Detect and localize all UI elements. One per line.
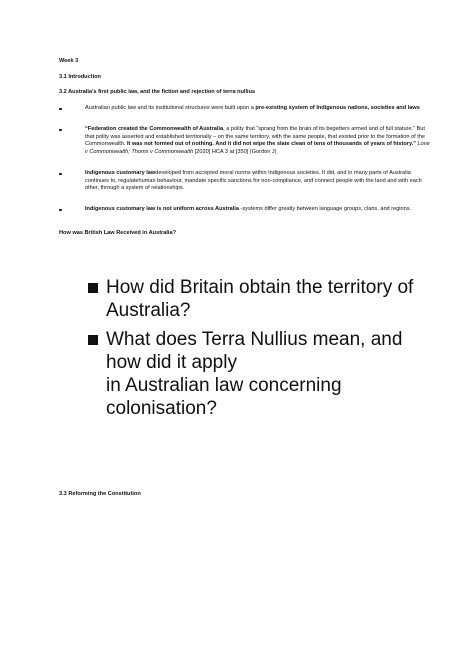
bullet-dot-icon	[59, 173, 62, 176]
big-question-2-text	[106, 328, 436, 420]
bullet-1-bold: pre-existing system of Indigenous nations, societies and laws	[255, 105, 420, 111]
week-heading: Week 3	[59, 58, 79, 64]
section-3-2-heading: 3.2 Australia’s first public law, and the fiction and rejection of terra nullius	[59, 89, 256, 95]
bullet-2-bold-b: It was not formed out of nothing. And it did not wipe the slate clean of tens of thousands of years of history.”	[126, 141, 417, 148]
big-question-1-line-2: Australia?	[106, 300, 191, 321]
big-question-1-text	[106, 276, 436, 322]
bullet-text-2	[85, 126, 431, 156]
bullet-dot-icon	[59, 129, 62, 132]
bullet-3-bold: Indigenous customary law	[85, 170, 156, 176]
bullet-1-text: Australian public law and its institutional structures were built upon a	[85, 105, 256, 111]
question-heading: How was British Law Received in Australia?	[59, 230, 176, 236]
square-bullet-icon	[88, 283, 98, 293]
bullet-dot-icon	[59, 108, 62, 111]
bullet-2-case-name: Love v Commonwealth; Thoms v Commonwealth	[85, 141, 430, 155]
big-question-2-line-1: What does Terra Nullius mean, and	[106, 329, 403, 350]
bullet-text-1	[85, 105, 431, 113]
big-question-2-line-4: colonisation?	[106, 398, 217, 419]
bullet-text-4	[85, 206, 431, 214]
big-question-2-line-2: how did it apply	[106, 352, 237, 373]
bullet-text-3	[85, 170, 431, 193]
bullet-2-bold-a: “Federation created the Commonwealth of Australia	[85, 126, 224, 132]
section-3-3-heading: 3.3 Reforming the Constitution	[59, 491, 141, 497]
bullet-2-text-a: , a polity that “sprang from the brain of its begetters armed and of full stature.” But that polity was asserted and established territorially – on the same territory, with the same people, that existed prior to the formation of the Commonwealth.	[85, 126, 426, 148]
bullet-dot-icon	[59, 209, 62, 212]
section-3-1-heading: 3.1 Introduction	[59, 74, 101, 80]
bullet-2-citation: [2020] HCA 3 at [350] (Gordon J)	[193, 148, 277, 155]
square-bullet-icon	[88, 335, 98, 345]
bullet-4-text: -systems differ greatly between language groups, clans, and regions.	[238, 206, 412, 212]
big-question-1-line-1: How did Britain obtain the territory of	[106, 277, 414, 298]
bullet-4-bold: Indigenous customary law is not uniform across Australia	[85, 206, 239, 212]
big-question-2-line-3: in Australian law concerning	[106, 375, 342, 396]
bullet-3-text: developed from accepted moral norms within Indigenous societies. It did, and in many parts of Australia continues to, regulatehuman behaviour, mandate specific sanctions for non-compliance, and connect people with the land and with each other, through a system of relationships.	[85, 170, 422, 192]
